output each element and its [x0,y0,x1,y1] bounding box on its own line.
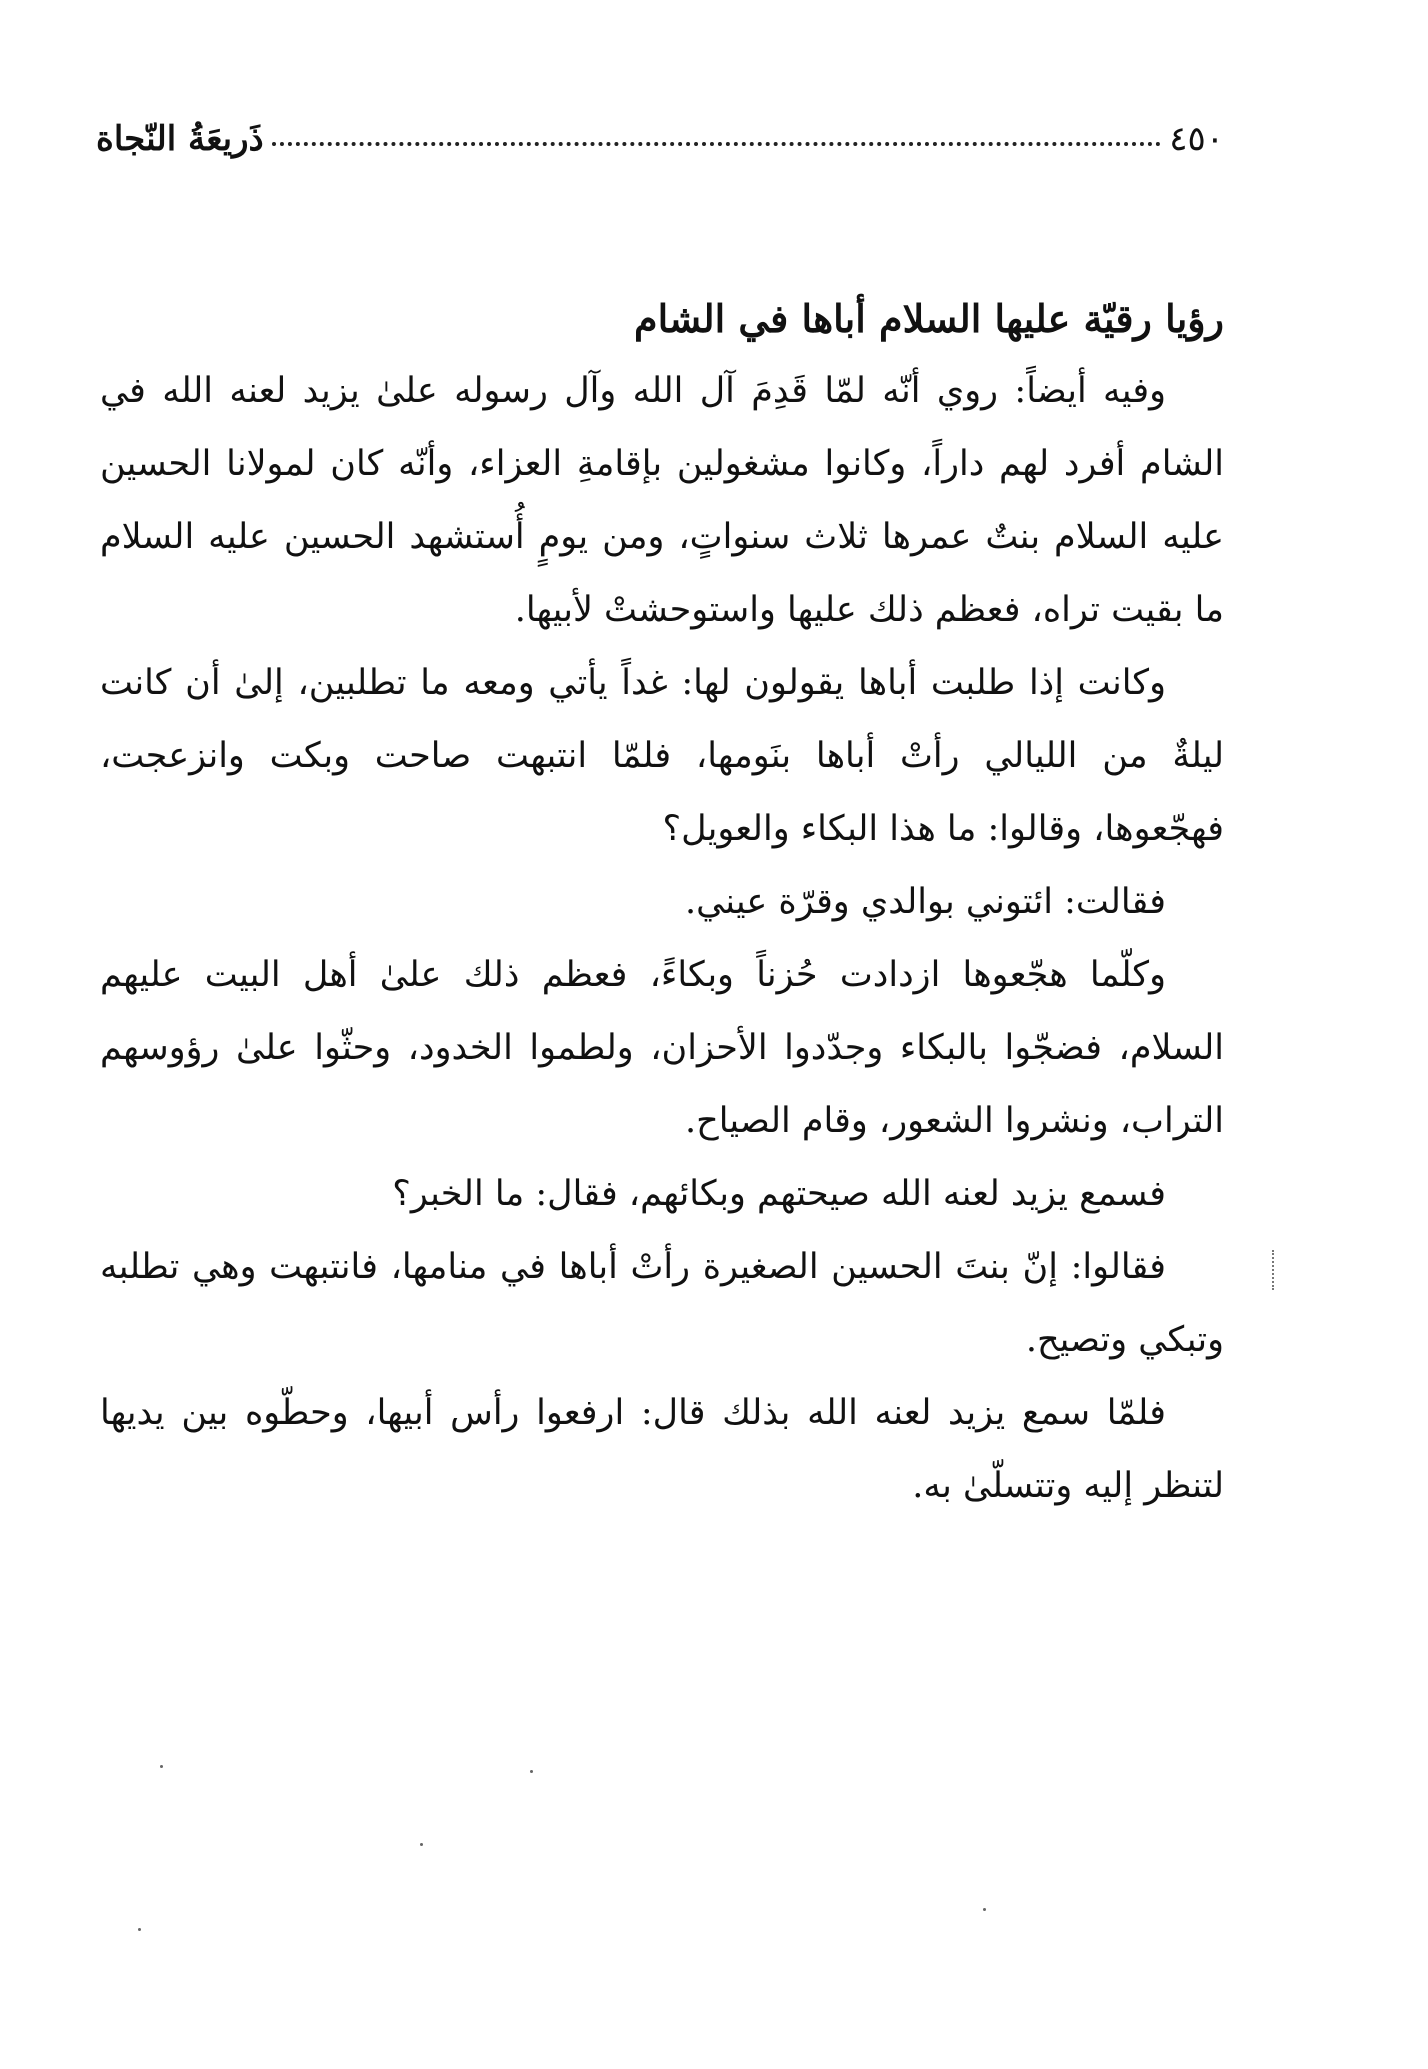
running-header [96,100,1224,159]
scan-speck [138,1928,141,1931]
running-title: ذَريعَةُ النّجاة [96,119,264,159]
scan-speck [530,1770,533,1773]
scan-speck [983,1908,986,1911]
scan-speck [160,1765,163,1768]
page-body [100,285,1224,1523]
paragraph-6: فقالوا: إنّ بنتَ الحسين الصغيرة رأتْ أباها في منامها، فانتبهت وهي تطلبه وتبكي وتصيح. [100,1247,1224,1360]
paragraph-4: وكلّما هجّعوها ازدادت حُزناً وبكاءً، فعظم ذلك علىٰ أهل البيت عليهم السلام، فضجّوا بالبكاء وجدّدوا الأحزان، ولطموا الخدود، وحثّوا علىٰ رؤوسهم التراب، ونشروا الشعور، وقام الصياح. [100,955,1224,1141]
section-heading: رؤيا رقيّة عليها السلام أباها في الشام [634,296,1224,341]
dotted-leader [272,142,1162,146]
page-number: ٤٥٠ [1169,119,1224,159]
paragraph-3: فقالت: ائتوني بوالدي وقرّة عيني. [684,882,1166,922]
margin-scan-mark [1272,1250,1277,1290]
scan-speck [420,1843,423,1846]
paragraph-5: فسمع يزيد لعنه الله صيحتهم وبكائهم، فقال: ما الخبر؟ [392,1174,1166,1214]
paragraph-1: وفيه أيضاً: روي أنّه لمّا قَدِمَ آل الله وآل رسوله علىٰ يزيد لعنه الله في الشام أفرد لهم داراً، وكانوا مشغولين بإقامةِ العزاء، وأنّه كان لمولانا الحسين عليه السلام بنتٌ عمرها ثلاث سنواتٍ، ومن يومٍ أُستشهد الحسين عليه السلام ما بقيت تراه، فعظم ذلك عليها واستوحشتْ لأبيها. [100,371,1224,630]
paragraph-2: وكانت إذا طلبت أباها يقولون لها: غداً يأتي ومعه ما تطلبين، إلىٰ أن كانت ليلةٌ من الليالي رأتْ أباها بنَومها، فلمّا انتبهت صاحت وبكت وانزعجت، فهجّعوها، وقالوا: ما هذا البكاء والعويل؟ [100,663,1224,849]
paragraph-7: فلمّا سمع يزيد لعنه الله بذلك قال: ارفعوا رأس أبيها، وحطّوه بين يديها لتنظر إليه وتتسلّىٰ به. [100,1393,1224,1506]
